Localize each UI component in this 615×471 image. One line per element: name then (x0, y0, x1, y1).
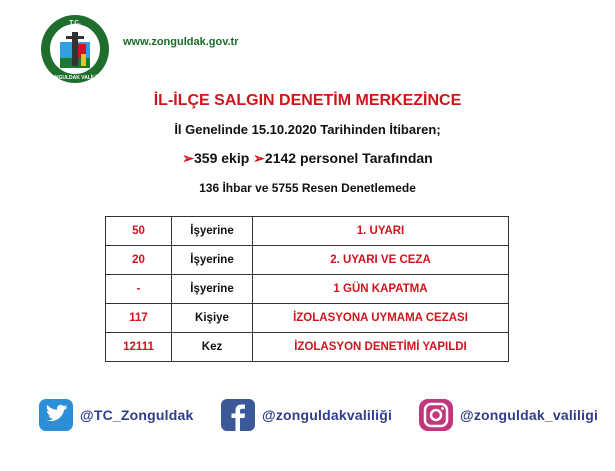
table-row (106, 333, 509, 362)
row-number: 117 (106, 304, 172, 333)
date-line: İl Genelinde 15.10.2020 Tarihinden İtibaren; (174, 122, 441, 137)
facebook-link[interactable] (220, 398, 392, 432)
website-link[interactable]: www.zonguldak.gov.tr (123, 36, 239, 48)
inspection-line: 136 İhbar ve 5755 Resen Denetlemede (199, 181, 416, 195)
row-action: İZOLASYON DENETİMİ YAPILDI (253, 333, 509, 362)
row-unit: Kez (172, 333, 253, 362)
table-row (106, 217, 509, 246)
arrow-icon: ➢ (182, 150, 195, 166)
twitter-icon (38, 398, 74, 432)
table-row (106, 304, 509, 333)
row-number: 20 (106, 246, 172, 275)
stats-table (105, 216, 509, 362)
row-number: - (106, 275, 172, 304)
row-unit: Kişiye (172, 304, 253, 333)
page-title: İL-İLÇE SALGIN DENETİM MERKEZİNCE (153, 92, 462, 109)
instagram-icon (418, 398, 454, 432)
twitter-link[interactable] (38, 398, 193, 432)
logo-text-top: T.C. (69, 19, 81, 27)
instagram-link[interactable] (418, 398, 598, 432)
facebook-icon (220, 398, 256, 432)
row-number: 50 (106, 217, 172, 246)
table-row (106, 275, 509, 304)
facebook-handle: @zonguldakvaliliği (262, 407, 393, 423)
table-row (106, 246, 509, 275)
zonguldak-governorship-logo (40, 14, 110, 84)
row-unit: İşyerine (172, 246, 253, 275)
row-unit: İşyerine (172, 275, 253, 304)
row-unit: İşyerine (172, 217, 253, 246)
row-number: 12111 (106, 333, 172, 362)
row-action: 1. UYARI (253, 217, 509, 246)
teams-count: 359 ekip (194, 150, 250, 166)
logo-text-bottom: ZONGULDAK VALİLİĞİ (47, 75, 103, 81)
arrow-icon: ➢ (253, 150, 265, 166)
row-action: 1 GÜN KAPATMA (253, 275, 509, 304)
instagram-handle: @zonguldak_valiligi (460, 407, 599, 423)
row-action: 2. UYARI VE CEZA (253, 246, 509, 275)
row-action: İZOLASYONA UYMAMA CEZASI (253, 304, 509, 333)
personnel-count: 2142 personel Tarafından (264, 150, 433, 166)
twitter-handle: @TC_Zonguldak (80, 407, 194, 423)
teams-line (0, 150, 615, 167)
